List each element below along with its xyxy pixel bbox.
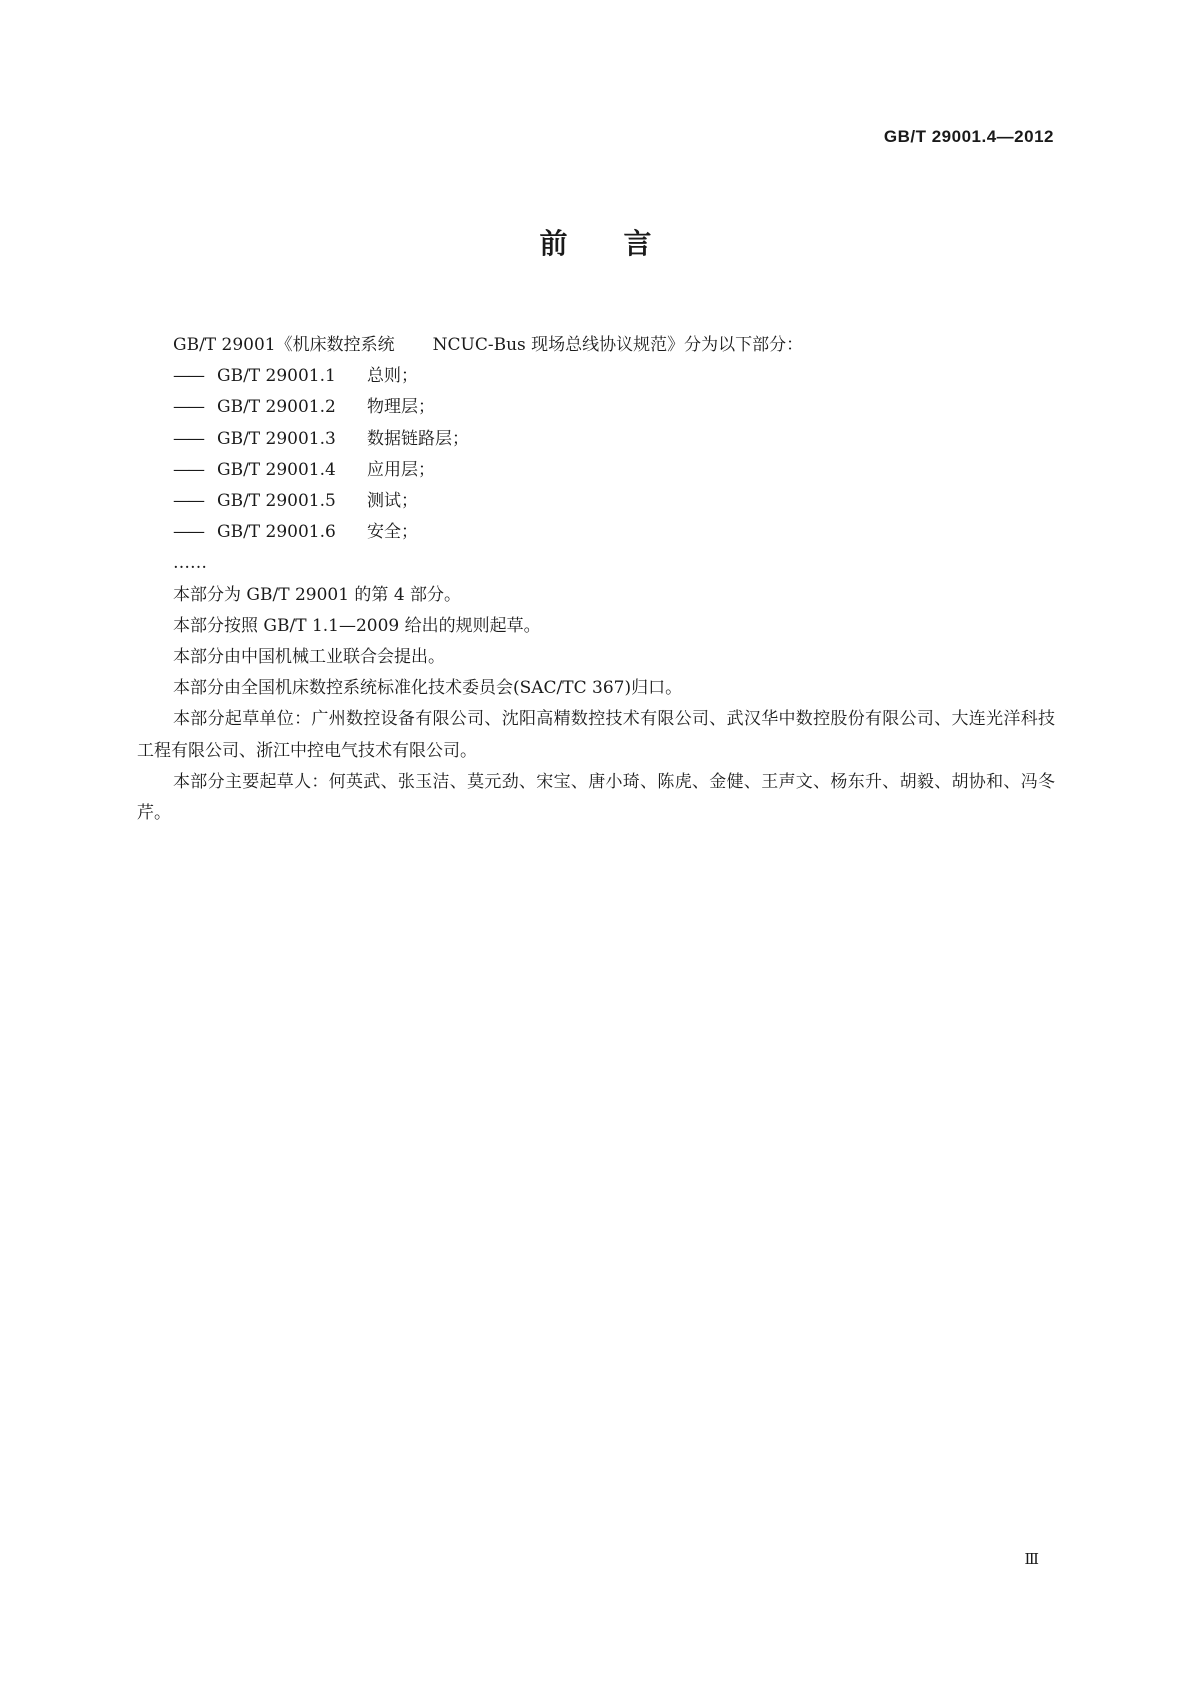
paragraph-part-number: 本部分为 GB/T 29001 的第 4 部分。	[173, 584, 462, 605]
part-name: 数据链路层；	[367, 428, 469, 449]
part-code: GB/T 29001.6	[217, 522, 336, 543]
standard-number: GB/T 29001.4—2012	[883, 127, 1054, 146]
part-code: GB/T 29001.5	[217, 491, 336, 512]
page-number: Ⅲ	[1024, 1550, 1039, 1568]
part-code: GB/T 29001.3	[217, 428, 336, 449]
list-item: —— GB/T 29001.5 测试；	[137, 486, 1055, 517]
paragraph-proposer: 本部分由中国机械工业联合会提出。	[173, 647, 445, 668]
list-item: —— GB/T 29001.4 应用层；	[137, 455, 1055, 486]
list-item: —— GB/T 29001.6 安全；	[137, 517, 1055, 548]
part-name: 总则；	[367, 366, 418, 387]
part-code: GB/T 29001.4	[217, 459, 336, 480]
part-code: GB/T 29001.1	[217, 366, 336, 387]
part-code: GB/T 29001.2	[217, 397, 336, 418]
intro-after: NCUC-Bus 现场总线协议规范》分为以下部分：	[432, 335, 804, 355]
parts-list	[137, 361, 1055, 548]
list-item: —— GB/T 29001.3 数据链路层；	[137, 424, 1055, 455]
intro-paragraph	[137, 330, 1055, 361]
paragraph-drafters: 本部分主要起草人：何英武、张玉洁、莫元劲、宋宝、唐小琦、陈虎、金健、王声文、杨东升、胡毅、胡协和、冯冬芹。	[137, 771, 1055, 824]
list-ellipsis: ……	[173, 553, 207, 574]
list-item: —— GB/T 29001.1 总则；	[137, 361, 1055, 392]
paragraph-drafting-rules: 本部分按照 GB/T 1.1—2009 给出的规则起草。	[173, 615, 541, 636]
paragraph-committee: 本部分由全国机床数控系统标准化技术委员会(SAC/TC 367)归口。	[173, 678, 683, 699]
part-name: 测试；	[367, 491, 418, 512]
part-name: 应用层；	[367, 459, 435, 480]
list-item: —— GB/T 29001.2 物理层；	[137, 392, 1055, 423]
foreword-body	[137, 330, 1055, 829]
paragraph-drafting-units: 本部分起草单位：广州数控设备有限公司、沈阳高精数控技术有限公司、武汉华中数控股份有限公司、大连光洋科技工程有限公司、浙江中控电气技术有限公司。	[137, 709, 1055, 761]
page-title: 前言	[539, 227, 708, 260]
intro-before: GB/T 29001《机床数控系统	[173, 335, 395, 355]
part-name: 物理层；	[367, 397, 435, 418]
part-name: 安全；	[367, 522, 418, 543]
